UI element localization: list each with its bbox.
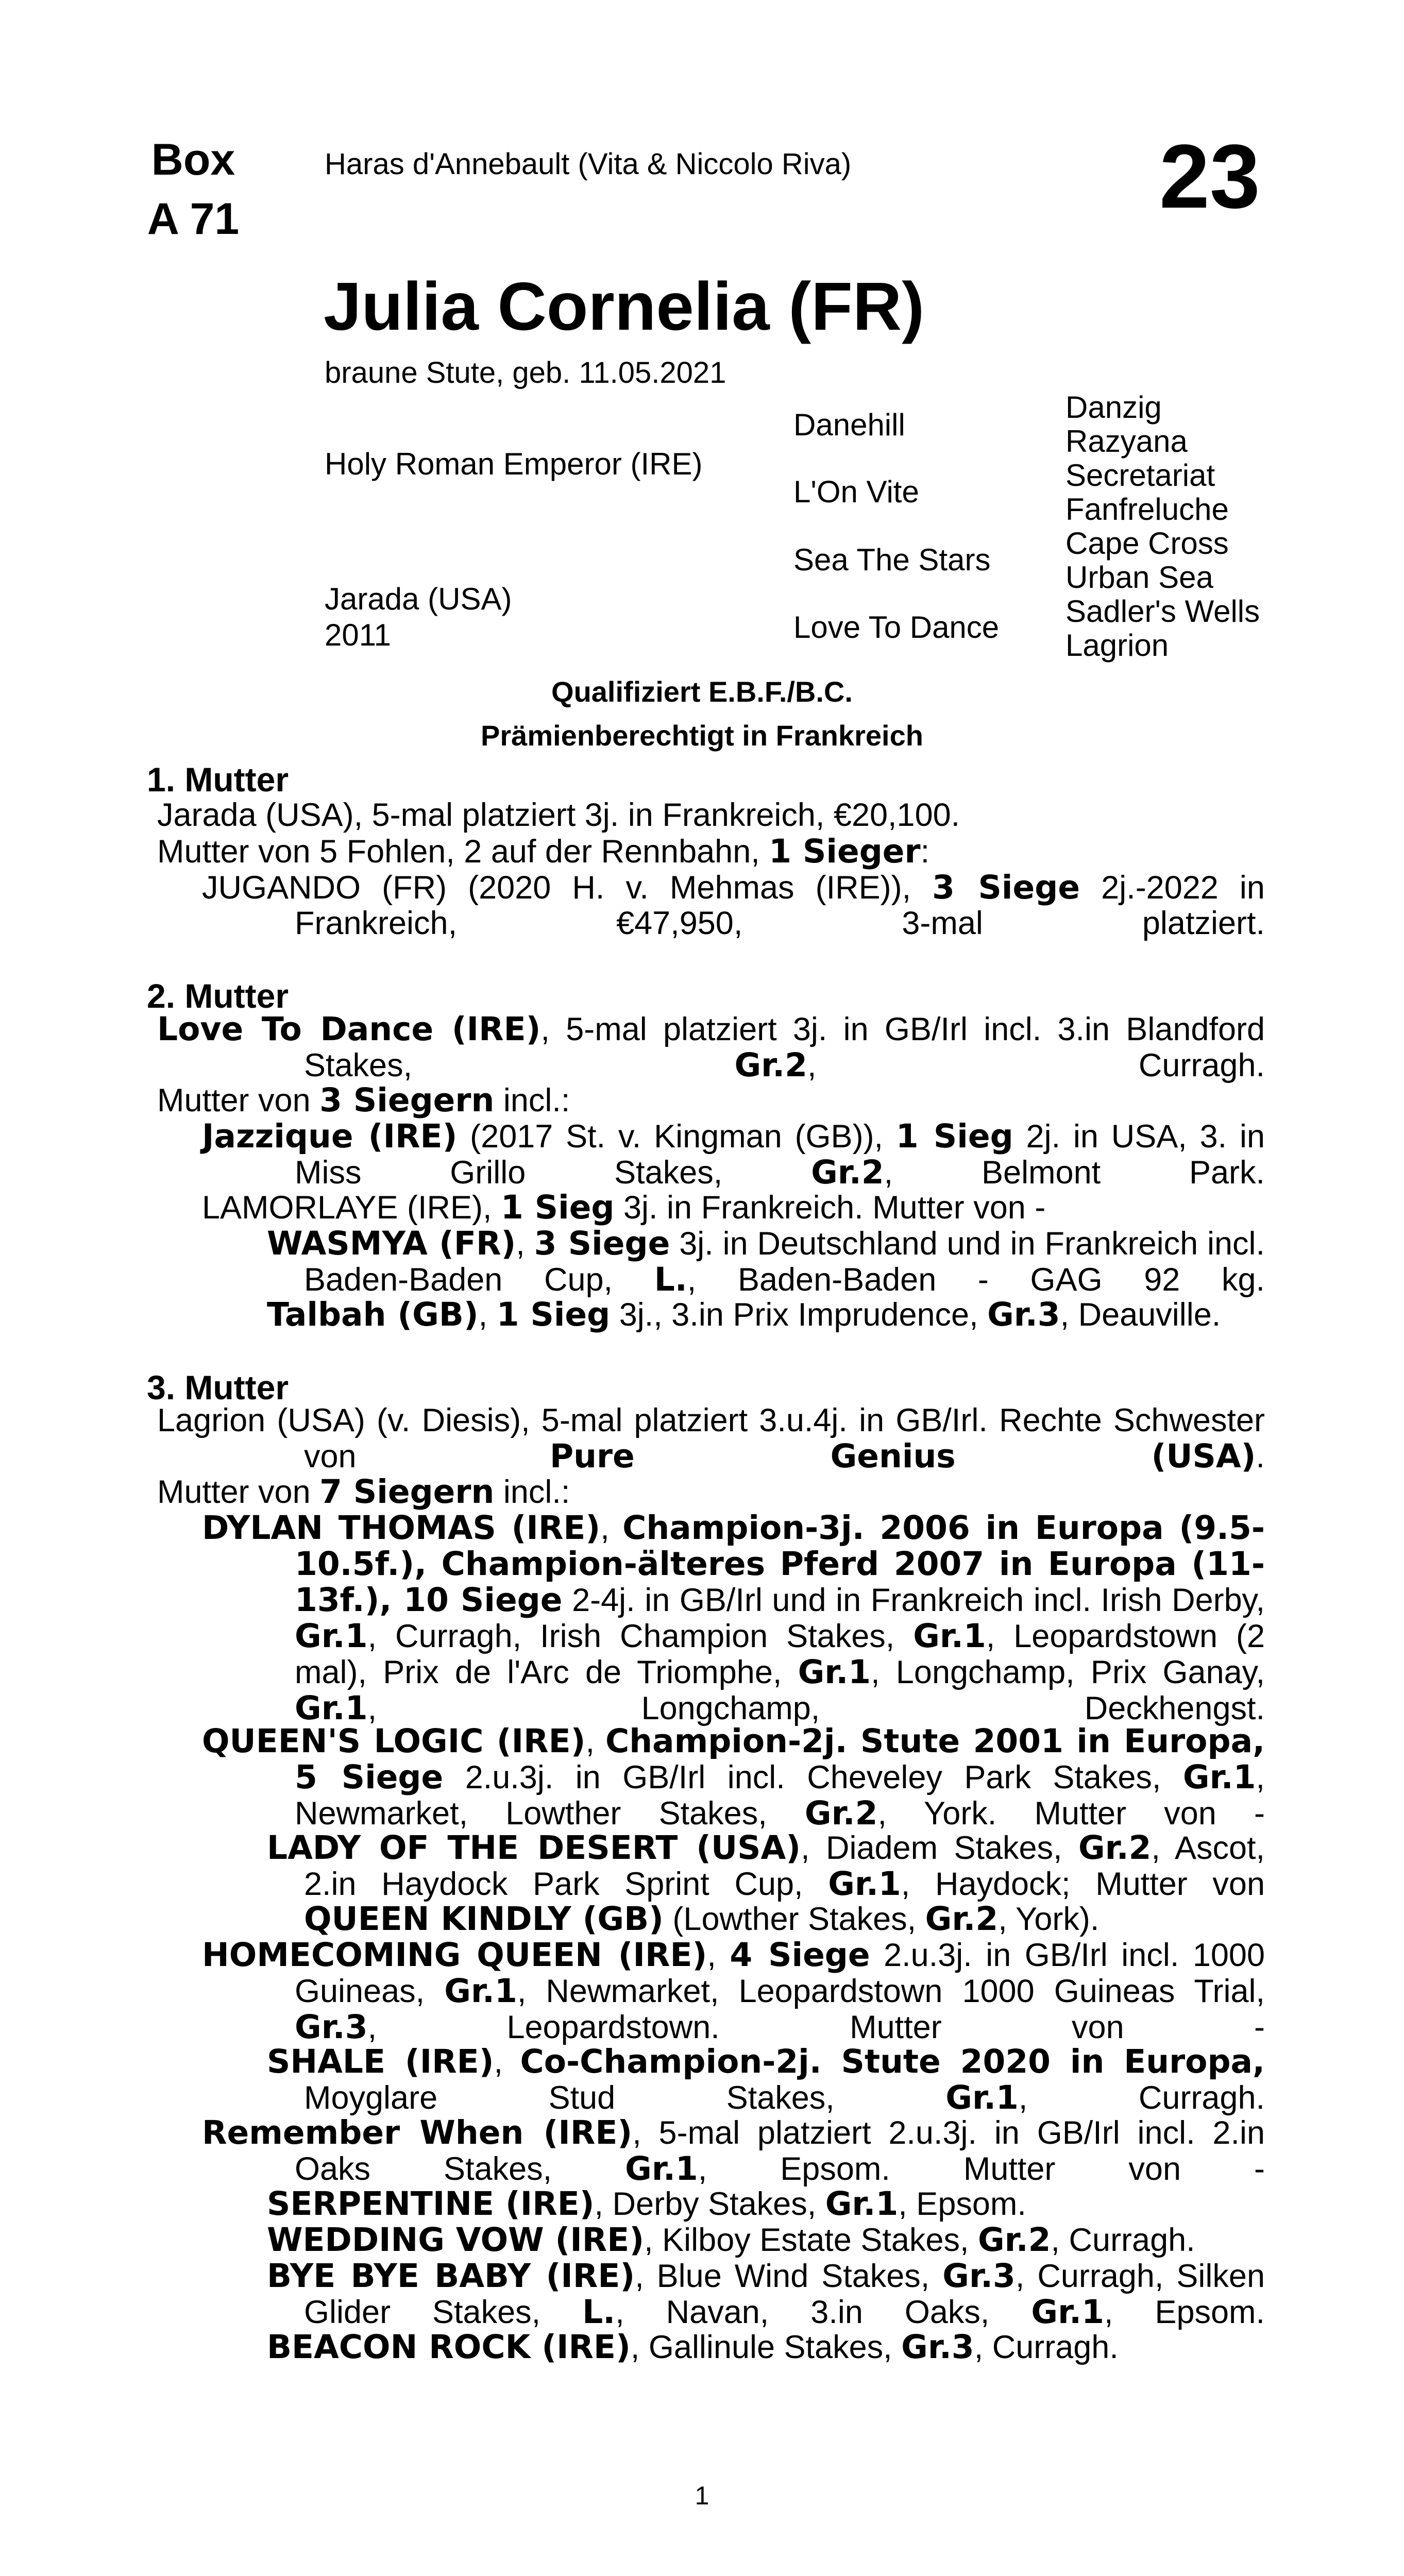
qualification-ebf: Qualifiziert E.B.F./B.C. [551, 675, 853, 708]
dam3-grandfoal-serpentine: SERPENTINE (IRE), Derby Stakes, Gr.1, Epsom. [267, 2185, 1026, 2223]
dam2-foal-jazzique: Jazzique (IRE) (2017 St. v. Kingman (GB)), 1 Sieg 2j. in USA, 3. in Miss Grillo Stakes, Gr.2, Belmont Park. [202, 1117, 1265, 1191]
pedigree-dam-dam: Love To Dance [793, 610, 1000, 645]
owner: Haras d'Annebault (Vita & Niccolo Riva) [325, 147, 852, 181]
pedigree-gen3-6: Urban Sea [1065, 560, 1213, 595]
pedigree-sire: Holy Roman Emperor (IRE) [325, 447, 703, 481]
dam1-offspring-summary: Mutter von 5 Fohlen, 2 auf der Rennbahn, 1 Sieger: [157, 833, 930, 870]
box-code: A 71 [147, 194, 240, 244]
pedigree-gen3-3: Secretariat [1065, 458, 1215, 493]
section-title-dam2: 2. Mutter [147, 977, 289, 1015]
dam2-grandfoal-wasmya: WASMYA (FR), 3 Siege 3j. in Deutschland und in Frankreich incl. Baden-Baden Cup, L., Baden-Baden - GAG 92 kg. [267, 1225, 1265, 1298]
pedigree-dam-year: 2011 [325, 618, 392, 652]
dam2-grandfoal-talbah: Talbah (GB), 1 Sieg 3j., 3.in Prix Imprudence, Gr.3, Deauville. [267, 1296, 1221, 1333]
pedigree-gen3-2: Razyana [1065, 424, 1188, 459]
dam2-foal-lamorlaye: LAMORLAYE (IRE), 1 Sieg 3j. in Frankreich. Mutter von - [202, 1189, 1046, 1226]
dam3-foal-queens-logic: QUEEN'S LOGIC (IRE), Champion-2j. Stute 2001 in Europa, 5 Siege 2.u.3j. in GB/Irl incl. Cheveley Park Stakes, Gr.1, Newmarket, Lowther Stakes, Gr.2, York. Mutter von - [202, 1722, 1265, 1832]
section-title-dam3: 3. Mutter [147, 1368, 289, 1406]
pedigree-gen3-7: Sadler's Wells [1065, 594, 1260, 629]
dam3-grandfoal-shale: SHALE (IRE), Co-Champion-2j. Stute 2020 in Europa, Moyglare Stud Stakes, Gr.1, Curragh. [267, 2043, 1265, 2116]
dam3-grandfoal-bye-bye-baby: BYE BYE BABY (IRE), Blue Wind Stakes, Gr.3, Curragh, Silken Glider Stakes, L., Navan, 3.in Oaks, Gr.1, Epsom. [267, 2257, 1265, 2331]
dam2-line: Love To Dance (IRE), 5-mal platziert 3j. in GB/Irl incl. 3.in Blandford Stakes, Gr.2, Curragh. [157, 1010, 1265, 1084]
section-title-dam1: 1. Mutter [147, 760, 289, 799]
pedigree-gen3-4: Fanfreluche [1065, 492, 1229, 527]
dam3-grandfoal-wedding-vow: WEDDING VOW (IRE), Kilboy Estate Stakes, Gr.2, Curragh. [267, 2221, 1195, 2259]
dam1-line: Jarada (USA), 5-mal platziert 3j. in Frankreich, €20,100. [157, 797, 960, 833]
pedigree-gen3-5: Cape Cross [1065, 526, 1229, 561]
dam3-foal-remember-when: Remember When (IRE), 5-mal platziert 2.u.3j. in GB/Irl incl. 2.in Oaks Stakes, Gr.1, Epsom. Mutter von - [202, 2114, 1265, 2188]
dam3-grandfoal-beacon-rock: BEACON ROCK (IRE), Gallinule Stakes, Gr.3, Curragh. [267, 2328, 1119, 2366]
pedigree-sire-dam: L'On Vite [793, 474, 919, 509]
pedigree-sire-sire: Danehill [793, 408, 905, 442]
qualification-france: Prämienberechtigt in Frankreich [481, 719, 923, 752]
lot-number: 23 [1159, 126, 1260, 227]
dam3-grandfoal-lady-of-the-desert: LADY OF THE DESERT (USA), Diadem Stakes, Gr.2, Ascot, 2.in Haydock Park Sprint Cup, Gr.1, Haydock; Mutter von [267, 1829, 1265, 1903]
dam2-offspring-summary: Mutter von 3 Siegern incl.: [157, 1081, 570, 1119]
dam3-greatgrandfoal-queen-kindly: QUEEN KINDLY (GB) (Lowther Stakes, Gr.2, York). [304, 1900, 1099, 1938]
horse-name: Julia Cornelia (FR) [324, 268, 925, 344]
dam3-foal-dylan-thomas: DYLAN THOMAS (IRE), Champion-3j. 2006 in Europa (9.5-10.5f.), Champion-älteres Pferd 2007 in Europa (11-13f.), 10 Siege 2-4j. in GB/Irl und in Frankreich incl. Irish Derby, Gr.1, Curragh, Irish Champion Stakes, Gr.1, Leopardstown (2 mal), Prix de l'Arc de Triomphe, Gr.1, Longchamp, Prix Ganay, Gr.1, Longchamp, Deckhengst. [202, 1509, 1265, 1727]
dam3-offspring-summary: Mutter von 7 Siegern incl.: [157, 1473, 570, 1511]
pedigree-gen3-1: Danzig [1065, 390, 1162, 425]
pedigree-dam-sire: Sea The Stars [793, 543, 991, 577]
dam3-foal-homecoming-queen: HOMECOMING QUEEN (IRE), 4 Siege 2.u.3j. in GB/Irl incl. 1000 Guineas, Gr.1, Newmarket, Leopardstown 1000 Guineas Trial, Gr.3, Leopardstown. Mutter von - [202, 1936, 1265, 2046]
box-label: Box [151, 135, 235, 184]
pedigree-dam: Jarada (USA) [325, 582, 512, 616]
dam1-foal-jugando: JUGANDO (FR) (2020 H. v. Mehmas (IRE)), 3 Siege 2j.-2022 in Frankreich, €47,950, 3-mal platziert. [202, 869, 1265, 941]
pedigree-gen3-8: Lagrion [1065, 628, 1169, 663]
dam3-line: Lagrion (USA) (v. Diesis), 5-mal platziert 3.u.4j. in GB/Irl. Rechte Schwester von Pure Genius (USA). [157, 1402, 1265, 1475]
horse-description: braune Stute, geb. 11.05.2021 [325, 356, 726, 389]
page-number: 1 [695, 2481, 709, 2510]
